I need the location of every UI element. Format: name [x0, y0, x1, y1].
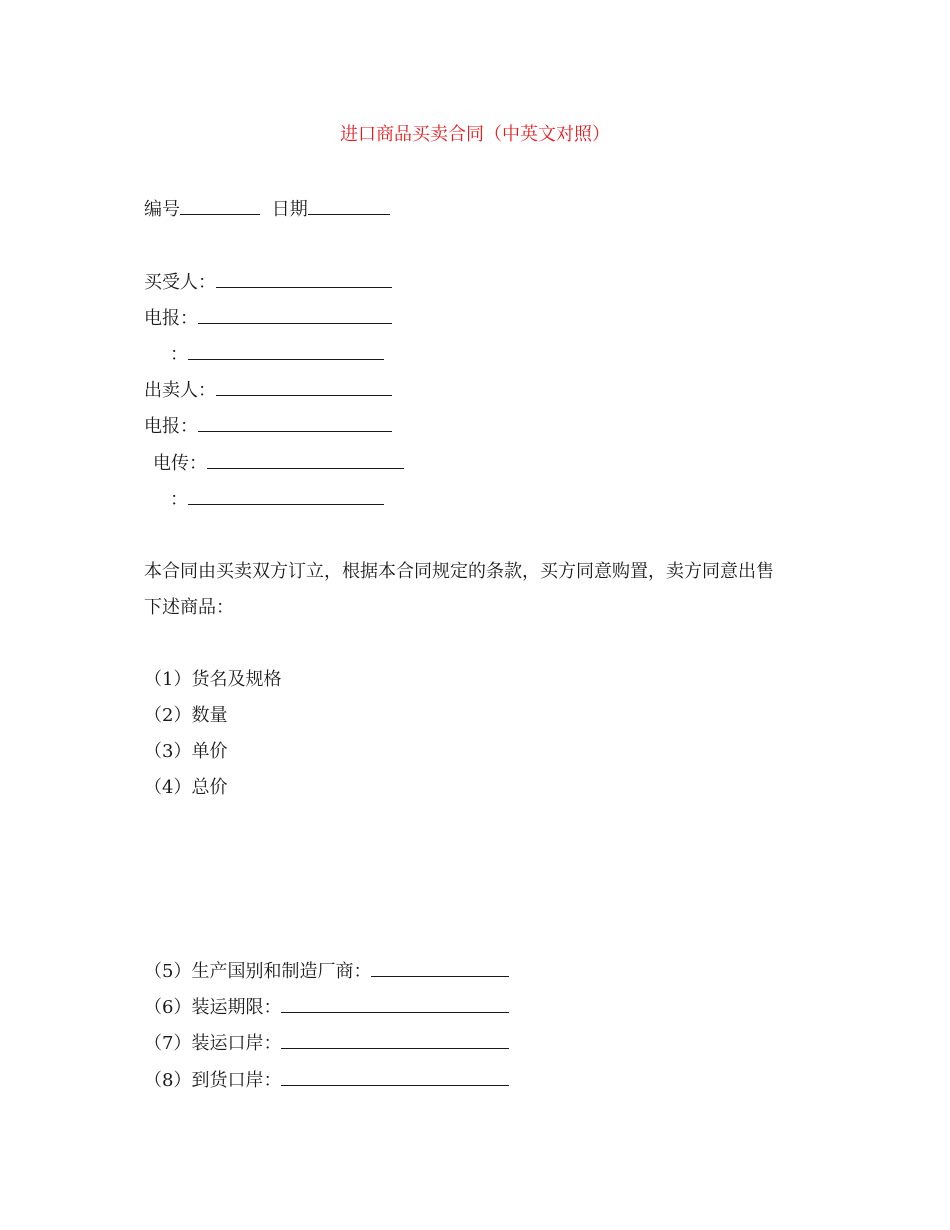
date-label: 日期 — [271, 199, 308, 220]
term-shipment-time-blank[interactable] — [281, 994, 509, 1013]
number-label: 编号 — [144, 199, 180, 220]
date-blank[interactable] — [308, 196, 390, 215]
term-destination-port-label: （8）到货口岸： — [144, 1070, 282, 1091]
buyer-extra-blank[interactable] — [188, 341, 384, 360]
seller-extra-blank[interactable] — [188, 486, 384, 505]
seller-line — [144, 377, 392, 403]
seller-cable-blank[interactable] — [198, 413, 392, 432]
term-loading-port — [144, 1030, 509, 1056]
term-destination-port-blank[interactable] — [281, 1067, 509, 1086]
term-shipment-time — [144, 994, 509, 1020]
buyer-blank[interactable] — [216, 269, 392, 288]
item-total-price: （4）总价 — [144, 777, 228, 798]
number-date-line — [144, 196, 390, 222]
item-quantity: （2）数量 — [144, 705, 228, 726]
term-country-manufacturer-label: （5）生产国别和制造厂商： — [144, 961, 372, 982]
term-loading-port-label: （7）装运口岸： — [144, 1033, 282, 1054]
term-shipment-time-label: （6）装运期限： — [144, 997, 282, 1018]
item-unit-price: （3）单价 — [144, 741, 228, 762]
seller-telex-line — [153, 450, 404, 476]
term-loading-port-blank[interactable] — [281, 1030, 509, 1049]
seller-telex-blank[interactable] — [207, 450, 404, 469]
item-name-spec: （1）货名及规格 — [144, 669, 282, 690]
seller-extra-line — [170, 486, 384, 512]
buyer-line — [144, 269, 392, 295]
term-country-manufacturer-blank[interactable] — [371, 958, 509, 977]
intro-line-2: 下述商品： — [144, 597, 234, 618]
buyer-cable-label: 电报： — [144, 308, 198, 329]
buyer-cable-blank[interactable] — [198, 305, 392, 324]
document-title: 进口商品买卖合同（中英文对照） — [340, 124, 610, 145]
seller-cable-line — [144, 413, 392, 439]
seller-label: 出卖人： — [144, 380, 216, 401]
seller-extra-label: ： — [170, 489, 188, 510]
buyer-extra-label: ： — [170, 344, 188, 365]
seller-telex-label: 电传： — [153, 453, 207, 474]
term-country-manufacturer — [144, 958, 509, 984]
intro-paragraph — [144, 554, 804, 626]
number-blank[interactable] — [180, 196, 260, 215]
buyer-label: 买受人： — [144, 272, 216, 293]
buyer-extra-line — [170, 341, 384, 367]
buyer-cable-line — [144, 305, 392, 331]
intro-line-1: 本合同由买卖双方订立，根据本合同规定的条款，买方同意购置，卖方同意出售 — [144, 561, 774, 582]
term-destination-port — [144, 1067, 509, 1093]
seller-cable-label: 电报： — [144, 416, 198, 437]
seller-blank[interactable] — [216, 377, 392, 396]
